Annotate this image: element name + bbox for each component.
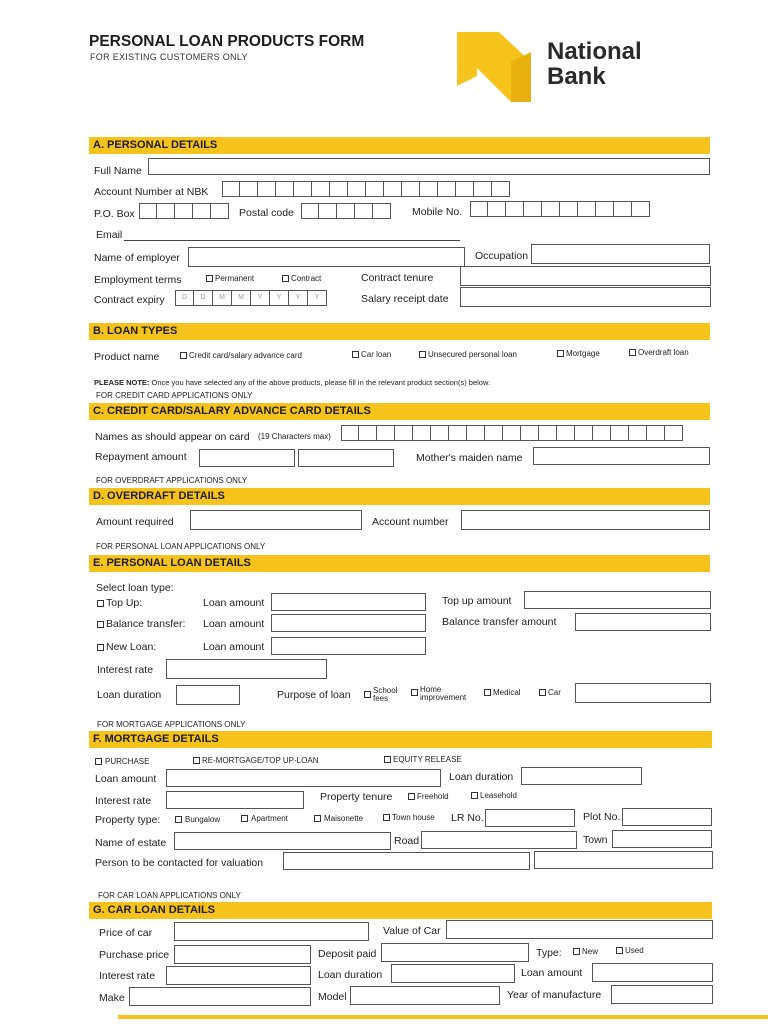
date-cell: Y <box>308 290 327 306</box>
town-field[interactable] <box>612 830 712 848</box>
bank-name-line1: National <box>547 38 642 65</box>
new-loan-checkbox[interactable] <box>97 644 104 651</box>
full-name-field[interactable] <box>148 158 710 175</box>
repayment-field-2[interactable] <box>298 449 394 467</box>
contract-expiry-label: Contract expiry <box>94 294 165 306</box>
email-field[interactable] <box>124 240 460 241</box>
valuation-contact-field[interactable] <box>283 852 530 870</box>
loan-amount-1-label: Loan amount <box>203 597 265 609</box>
property-tenure-label: Property tenure <box>320 791 393 803</box>
price-of-car-label: Price of car <box>99 927 153 939</box>
model-label: Model <box>318 991 347 1003</box>
section-c-pre: FOR CREDIT CARD APPLICATIONS ONLY <box>96 391 253 400</box>
loan-amount-g-field[interactable] <box>592 963 713 982</box>
purpose-other-field[interactable] <box>575 683 711 703</box>
school-fees-checkbox[interactable] <box>364 691 371 698</box>
home-improvement-checkbox[interactable] <box>411 689 418 696</box>
lr-no-label: LR No. <box>451 812 484 824</box>
contract-expiry-cells[interactable] <box>175 290 327 306</box>
mobile-cells[interactable] <box>470 201 650 217</box>
road-label: Road <box>394 835 420 847</box>
estate-label: Name of estate <box>95 837 167 849</box>
bank-logo-icon <box>455 32 537 102</box>
account-number-d-field[interactable] <box>461 510 710 530</box>
estate-field[interactable] <box>174 832 391 850</box>
loan-amount-1-field[interactable] <box>271 593 426 611</box>
overdraft-label: Overdraft loan <box>638 348 689 357</box>
bungalow-label: Bungalow <box>185 815 221 824</box>
make-field[interactable] <box>129 987 311 1006</box>
permanent-checkbox[interactable] <box>206 275 213 282</box>
please-note-label: PLEASE NOTE: <box>94 378 150 387</box>
value-of-car-field[interactable] <box>446 920 713 939</box>
date-cell: Y <box>289 290 308 306</box>
make-label: Make <box>99 992 125 1004</box>
plot-no-field[interactable] <box>622 808 712 826</box>
car-checkbox[interactable] <box>539 689 546 696</box>
town-label: Town <box>583 834 608 846</box>
purchase-label: PURCHASE <box>105 757 150 766</box>
interest-rate-e-field[interactable] <box>166 659 327 679</box>
interest-rate-e-label: Interest rate <box>97 664 154 676</box>
model-field[interactable] <box>350 986 500 1005</box>
card-names-hint: (19 Characters max) <box>258 432 331 441</box>
section-d-pre: FOR OVERDRAFT APPLICATIONS ONLY <box>96 476 248 485</box>
deposit-paid-label: Deposit paid <box>318 948 377 960</box>
loan-duration-f-label: Loan duration <box>449 771 514 783</box>
balance-transfer-checkbox[interactable] <box>97 621 104 628</box>
date-cell: D <box>194 290 213 306</box>
full-name-label: Full Name <box>94 165 142 177</box>
unsecured-loan-checkbox[interactable] <box>419 351 426 358</box>
please-note <box>94 378 490 387</box>
new-loan-label: New Loan: <box>106 641 157 653</box>
repayment-label: Repayment amount <box>95 451 187 463</box>
type-label: Type: <box>536 947 562 959</box>
email-label: Email <box>96 229 123 241</box>
maiden-name-field[interactable] <box>533 447 710 465</box>
top-up-amount-label: Top up amount <box>442 595 512 607</box>
employment-terms-label: Employment terms <box>94 274 182 286</box>
mobile-label: Mobile No. <box>412 206 463 218</box>
section-b-title: B. LOAN TYPES <box>93 325 178 337</box>
section-a-title: A. PERSONAL DETAILS <box>93 139 218 151</box>
deposit-paid-field[interactable] <box>381 943 529 962</box>
mortgage-checkbox[interactable] <box>557 350 564 357</box>
school-fees-label-1: School <box>373 686 398 695</box>
new-car-label: New <box>582 947 599 956</box>
medical-checkbox[interactable] <box>484 689 491 696</box>
car-loan-checkbox[interactable] <box>352 351 359 358</box>
account-number-label: Account Number at NBK <box>94 186 209 198</box>
please-note-text: Once you have selected any of the above products, please fill in the relevant product section(s) below. <box>151 378 491 387</box>
date-cell: D <box>175 290 194 306</box>
car-loan-label: Car loan <box>361 350 392 359</box>
leasehold-label: Leasehold <box>480 791 517 800</box>
home-improvement-label-1: Home <box>420 685 442 694</box>
section-a-header <box>89 137 710 154</box>
section-d-header <box>89 488 710 505</box>
postal-code-cells[interactable] <box>301 203 391 219</box>
section-e-title: E. PERSONAL LOAN DETAILS <box>93 557 251 569</box>
account-number-d-label: Account number <box>372 516 449 528</box>
top-up-label: Top Up: <box>106 597 143 609</box>
top-up-checkbox[interactable] <box>97 600 104 607</box>
car-label: Car <box>548 688 561 697</box>
year-field[interactable] <box>611 985 713 1004</box>
po-box-cells[interactable] <box>139 203 229 219</box>
equity-release-label: EQUITY RELEASE <box>393 755 462 764</box>
employer-label: Name of employer <box>94 252 180 264</box>
remortgage-checkbox[interactable] <box>193 757 200 764</box>
permanent-label: Permanent <box>215 274 255 283</box>
interest-rate-g-field[interactable] <box>166 966 311 985</box>
valuation-contact-field-2[interactable] <box>534 851 713 869</box>
new-car-checkbox[interactable] <box>573 948 580 955</box>
unsecured-loan-label: Unsecured personal loan <box>428 350 517 359</box>
contract-label: Contract <box>291 274 322 283</box>
credit-card-label: Credit card/salary advance card <box>189 351 302 360</box>
road-field[interactable] <box>421 831 577 849</box>
top-up-amount-field[interactable] <box>524 591 711 609</box>
loan-duration-g-field[interactable] <box>391 964 515 983</box>
lr-no-field[interactable] <box>485 809 575 827</box>
loan-amount-f-label: Loan amount <box>95 773 157 785</box>
purchase-price-label: Purchase price <box>99 949 170 961</box>
occupation-label: Occupation <box>475 250 529 262</box>
purchase-price-field[interactable] <box>174 945 311 964</box>
loan-amount-2-label: Loan amount <box>203 618 265 630</box>
section-e-pre: FOR PERSONAL LOAN APPLICATIONS ONLY <box>96 542 266 551</box>
purchase-checkbox[interactable] <box>95 758 102 765</box>
balance-transfer-label: Balance transfer: <box>106 618 186 630</box>
contract-tenure-field[interactable] <box>460 266 711 286</box>
bt-amount-field[interactable] <box>575 613 711 631</box>
value-of-car-label: Value of Car <box>383 925 441 937</box>
valuation-contact-label: Person to be contacted for valuation <box>95 857 264 869</box>
maisonette-label: Maisonette <box>324 814 364 823</box>
amount-required-label: Amount required <box>96 516 174 528</box>
date-cell: Y <box>251 290 270 306</box>
used-car-checkbox[interactable] <box>616 947 623 954</box>
date-cell: Y <box>270 290 289 306</box>
loan-amount-g-label: Loan amount <box>521 967 583 979</box>
contract-checkbox[interactable] <box>282 275 289 282</box>
used-car-label: Used <box>625 946 644 955</box>
leasehold-checkbox[interactable] <box>471 792 478 799</box>
section-c-header <box>89 403 710 420</box>
section-g-header <box>89 902 712 919</box>
occupation-field[interactable] <box>531 244 710 264</box>
year-label: Year of manufacture <box>507 989 602 1001</box>
overdraft-checkbox[interactable] <box>629 349 636 356</box>
freehold-checkbox[interactable] <box>408 793 415 800</box>
loan-duration-e-label: Loan duration <box>97 689 162 701</box>
salary-receipt-label: Salary receipt date <box>361 293 449 305</box>
townhouse-checkbox[interactable] <box>383 814 390 821</box>
interest-rate-f-field[interactable] <box>166 791 304 809</box>
card-names-label: Names as should appear on card <box>95 431 250 443</box>
repayment-field-1[interactable] <box>199 449 295 467</box>
postal-code-label: Postal code <box>239 207 294 219</box>
section-e-header <box>89 555 710 572</box>
bungalow-checkbox[interactable] <box>175 816 182 823</box>
account-number-cells[interactable] <box>222 181 510 197</box>
section-g-pre: FOR CAR LOAN APPLICATIONS ONLY <box>98 891 241 900</box>
property-type-label: Property type: <box>95 814 161 826</box>
section-c-title: C. CREDIT CARD/SALARY ADVANCE CARD DETAILS <box>93 405 371 417</box>
apartment-checkbox[interactable] <box>241 815 248 822</box>
loan-amount-3-field[interactable] <box>271 637 426 655</box>
footer-bar <box>118 1015 768 1019</box>
price-of-car-field[interactable] <box>174 922 369 941</box>
contract-tenure-label: Contract tenure <box>361 272 434 284</box>
freehold-label: Freehold <box>417 792 449 801</box>
date-cell: M <box>213 290 232 306</box>
school-fees-label-2: fees <box>373 694 389 703</box>
apartment-label: Apartment <box>251 814 288 823</box>
card-names-cells[interactable] <box>341 425 683 441</box>
section-f-header <box>89 731 712 748</box>
bank-name-line2: Bank <box>547 63 606 90</box>
loan-amount-3-label: Loan amount <box>203 641 265 653</box>
maiden-name-label: Mother's maiden name <box>416 452 523 464</box>
section-f-title: F. MORTGAGE DETAILS <box>93 733 219 745</box>
loan-duration-e-field[interactable] <box>176 685 240 705</box>
home-improvement-label-2: improvement <box>420 693 467 702</box>
salary-receipt-field[interactable] <box>460 287 711 307</box>
remortgage-label: RE-MORTGAGE/TOP UP-LOAN <box>202 756 319 765</box>
form-subtitle: FOR EXISTING CUSTOMERS ONLY <box>90 52 248 62</box>
mortgage-label: Mortgage <box>566 349 600 358</box>
employer-field[interactable] <box>188 247 465 267</box>
credit-card-checkbox[interactable] <box>180 352 187 359</box>
loan-amount-2-field[interactable] <box>271 614 426 632</box>
equity-release-checkbox[interactable] <box>384 756 391 763</box>
section-d-title: D. OVERDRAFT DETAILS <box>93 490 225 502</box>
bt-amount-label: Balance transfer amount <box>442 616 557 628</box>
interest-rate-f-label: Interest rate <box>95 795 152 807</box>
loan-amount-f-field[interactable] <box>166 769 441 787</box>
townhouse-label: Town house <box>392 813 435 822</box>
section-g-title: G. CAR LOAN DETAILS <box>93 904 216 916</box>
loan-duration-g-label: Loan duration <box>318 969 383 981</box>
date-cell: M <box>232 290 251 306</box>
amount-required-field[interactable] <box>190 510 362 530</box>
plot-no-label: Plot No. <box>583 811 621 823</box>
section-b-header <box>89 323 710 340</box>
loan-duration-f-field[interactable] <box>521 767 642 785</box>
section-f-pre: FOR MORTGAGE APPLICATIONS ONLY <box>97 720 246 729</box>
product-name-label: Product name <box>94 351 160 363</box>
interest-rate-g-label: Interest rate <box>99 970 156 982</box>
po-box-label: P.O. Box <box>94 208 135 220</box>
select-loan-type-label: Select loan type: <box>96 582 174 594</box>
maisonette-checkbox[interactable] <box>314 815 321 822</box>
medical-label: Medical <box>493 688 521 697</box>
purpose-label: Purpose of loan <box>277 689 351 701</box>
form-title: PERSONAL LOAN PRODUCTS FORM <box>89 33 365 50</box>
